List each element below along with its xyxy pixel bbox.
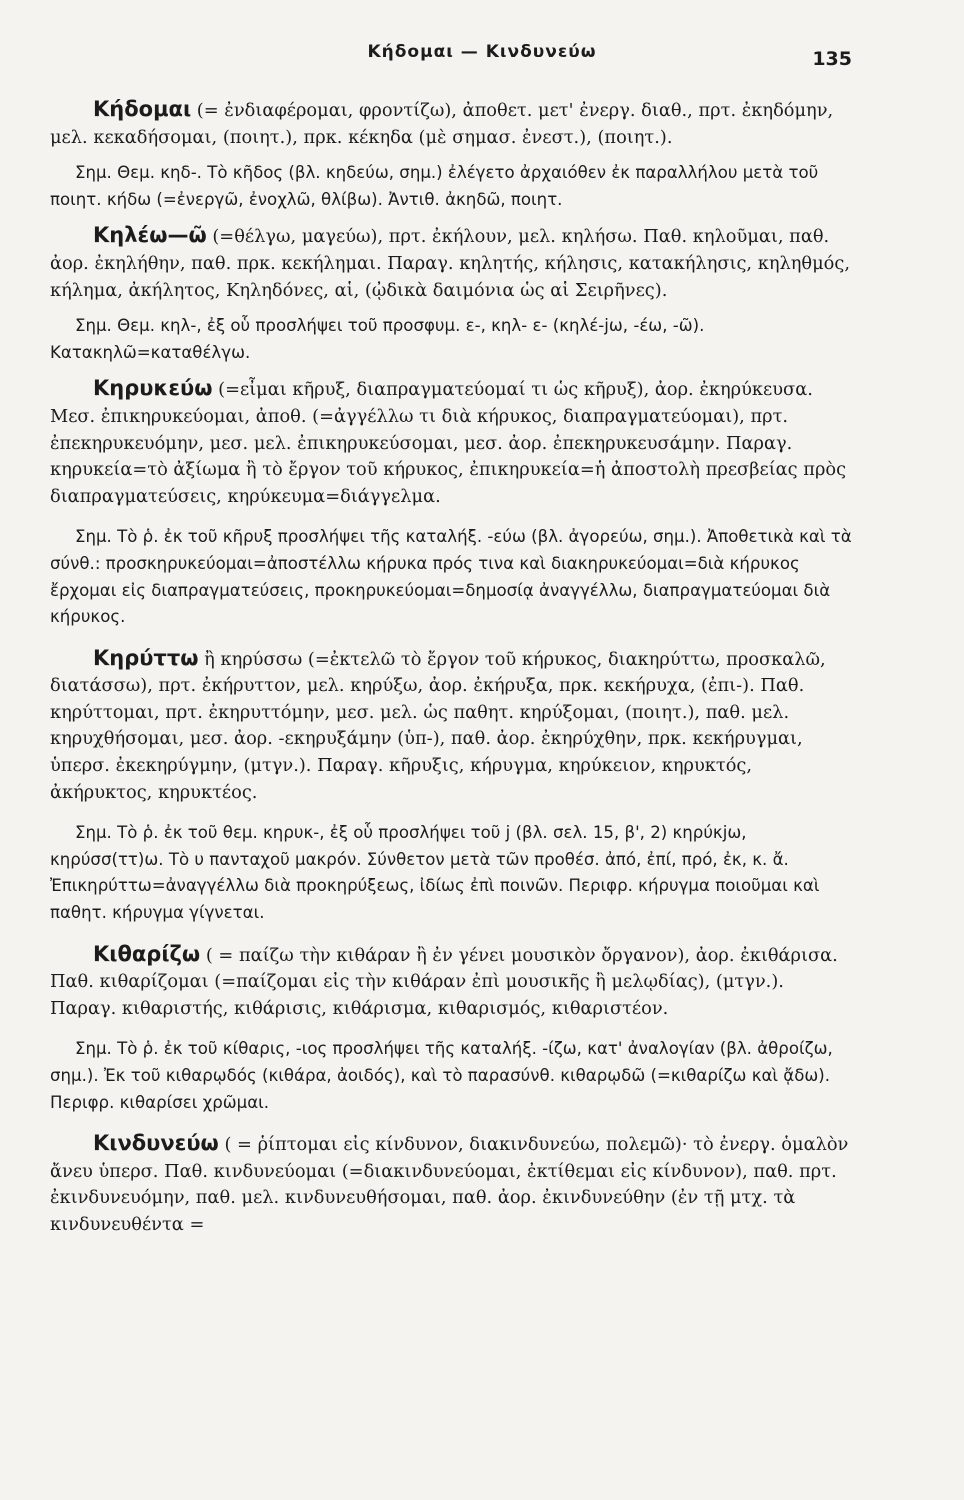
entry-kindyneuo bbox=[50, 1130, 852, 1238]
headword: Κηρύττω bbox=[93, 645, 199, 670]
entry-note: Σημ. Τὸ ῥ. ἐκ τοῦ κῆρυξ προσλήψει τῆς καταλήξ. -εύω (βλ. ἀγορεύω, σημ.). Ἀποθετικὰ καὶ τὰ σύνθ.: προσκηρυκεύομαι=ἀποστέλλω κήρυκα πρός τινα καὶ διακηρυκεύομαι=διὰ κήρυκος ἔρχομαι εἰς διαπραγματεύσεις, προκηρυκεύομαι=δημοσίᾳ ἀναγγέλλω, διαπραγματεύομαι διὰ κήρυκος. bbox=[50, 527, 852, 627]
headword: Κήδομαι bbox=[93, 97, 192, 121]
page-number: 135 bbox=[812, 48, 852, 70]
entry-kedomai bbox=[50, 96, 852, 151]
headword: Κινδυνεύω bbox=[93, 1131, 219, 1156]
entry-note: Σημ. Θεμ. κηδ-. Τὸ κῆδος (βλ. κηδεύω, σημ.) ἐλέγετο ἀρχαιόθεν ἐκ παραλλήλου μετὰ τοῦ ποιητ. κήδω (=ἐνεργῶ, ἐνοχλῶ, θλίβω). Ἀντιθ. ἀκηδῶ, ποιητ. bbox=[50, 163, 819, 209]
entry-text: (= ἐνδιαφέρομαι, φροντίζω), ἀποθετ. μετ' ἐνεργ. διαθ., πρτ. ἐκηδόμην, μελ. κεκαδήσομαι, (ποιητ.), πρκ. κέκηδα (μὲ σημασ. ἐνεστ.), (ποιητ.). bbox=[50, 100, 834, 148]
entry-text: ( = παίζω τὴν κιθάραν ἢ ἐν γένει μουσικὸν ὄργανον), ἀορ. ἐκιθάρισα. Παθ. κιθαρίζομαι (=παίζομαι εἰς τὴν κιθάραν ἐπὶ μουσικῆς ἢ μελῳδίας), (μτγν.). Παραγ. κιθαριστής, κιθάρισις, κιθάρισμα, κιθαρισμός, κιθαριστέον. bbox=[50, 944, 838, 1019]
page-body bbox=[50, 96, 852, 1239]
entry-text: (=εἶμαι κῆρυξ, διαπραγματεύομαί τι ὡς κῆρυξ), ἀορ. ἐκηρύκευσα. Μεσ. ἐπικηρυκεύομαι, ἀποθ. (=ἀγγέλλω τι διὰ κήρυκος, διαπραγματεύομαι), πρτ. ἐπεκηρυκευόμην, μεσ. μελ. ἐπικηρυκεύσομαι, μεσ. ἀορ. ἐπεκηρυκευσάμην. Παραγ. κηρυκεία=τὸ ἀξίωμα ἢ τὸ ἔργον τοῦ κήρυκος, ἐπικηρυκεία=ἡ ἀποστολὴ πρεσβείας πρὸς διαπραγματεύσεις, κηρύκευμα=διάγγελμα. bbox=[50, 379, 847, 507]
headword: Κιθαρίζω bbox=[93, 941, 201, 966]
headword: Κηρυκεύω bbox=[93, 376, 213, 401]
entry-text: ἢ κηρύσσω (=ἐκτελῶ τὸ ἔργον τοῦ κήρυκος, διακηρύττω, προσκαλῶ, διατάσσω), πρτ. ἐκήρυττον, μελ. κηρύξω, ἀορ. ἐκήρυξα, πρκ. κεκήρυχα, (ἐπι-). Παθ. κηρύττομαι, πρτ. ἐκηρυττόμην, μεσ. μελ. ὡς παθητ. κηρύξομαι, (ποιητ.), παθ. μελ. κηρυχθήσομαι, μεσ. ἀορ. -εκηρυξάμην (ὑπ-), παθ. ἀορ. ἐκηρύχθην, πρκ. κεκήρυγμαι, ὑπερσ. ἐκεκηρύγμην, (μτγν.). Παραγ. κῆρυξις, κήρυγμα, κηρύκειον, κηρυκτός, ἀκήρυκτος, κηρυκτέος. bbox=[50, 648, 826, 803]
running-title: Κήδομαι — Κινδυνεύω bbox=[367, 42, 597, 62]
entry-kerykeuo bbox=[50, 375, 852, 510]
entry-kitharizo bbox=[50, 941, 852, 1023]
entry-kerytto bbox=[50, 645, 852, 807]
entry-text: ( = ῥίπτομαι εἰς κίνδυνον, διακινδυνεύω, πολεμῶ)· τὸ ἐνεργ. ὁμαλὸν ἄνευ ὑπερσ. Παθ. κινδυνεύομαι (=διακινδυνεύομαι, ἐκτίθεμαι εἰς κίνδυνον), παθ. πρτ. ἐκινδυνευόμην, παθ. μελ. κινδυνευθήσομαι, παθ. ἀορ. ἐκινδυνεύθην (ἐν τῇ μτχ. τὰ κινδυνευθέντα = bbox=[50, 1134, 849, 1235]
entry-note: Σημ. Τὸ ῥ. ἐκ τοῦ κίθαρις, -ιος προσλήψει τῆς καταλήξ. -ίζω, κατ' ἀναλογίαν (βλ. ἀθροίζω, σημ.). Ἐκ τοῦ κιθαρῳδός (κιθάρα, ἀοιδός), καὶ τὸ παρασύνθ. κιθαρῳδῶ (=κιθαρίζω καὶ ᾄδω). Περιφρ. κιθαρίσει χρῶμαι. bbox=[50, 1039, 833, 1112]
entry-note: Σημ. Θεμ. κηλ-, ἐξ οὗ προσλήψει τοῦ προσφυμ. ε-, κηλ- ε- (κηλέ-jω, -έω, -ῶ). Κατακηλῶ=καταθέλγω. bbox=[50, 316, 705, 362]
entry-text: (=θέλγω, μαγεύω), πρτ. ἐκήλουν, μελ. κηλήσω. Παθ. κηλοῦμαι, παθ. ἀορ. ἐκηλήθην, παθ. πρκ. κεκήλημαι. Παραγ. κηλητής, κήλησις, κατακήλησις, κηληθμός, κήλημα, ἀκήλητος, Κηληδόνες, αἱ, (ᾠδικὰ δαιμόνια ὡς αἱ Σειρῆνες). bbox=[50, 226, 850, 301]
entry-keleo bbox=[50, 222, 852, 304]
entry-note: Σημ. Τὸ ῥ. ἐκ τοῦ θεμ. κηρυκ-, ἐξ οὗ προσλήψει τοῦ j (βλ. σελ. 15, β', 2) κηρύκjω, κηρύσσ(ττ)ω. Τὸ υ πανταχοῦ μακρόν. Σύνθετον μετὰ τῶν προθέσ. ἀπό, ἐπί, πρό, ἐκ, κ. ἄ. Ἐπικηρύττω=ἀναγγέλλω διὰ προκηρύξεως, ἰδίως ἐπὶ ποινῶν. Περιφρ. κήρυγμα ποιοῦμαι καὶ παθητ. κήρυγμα γίγνεται. bbox=[50, 823, 820, 923]
headword: Κηλέω—ῶ bbox=[93, 223, 207, 248]
